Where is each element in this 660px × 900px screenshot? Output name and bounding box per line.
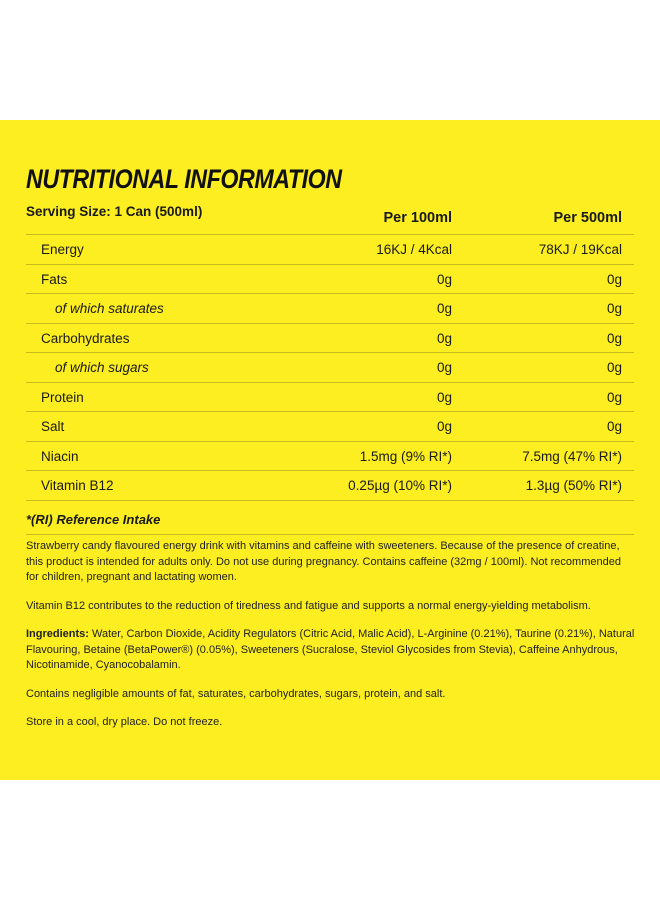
- table-row: [26, 442, 634, 472]
- value-per-500ml: 0g: [606, 360, 622, 375]
- value-per-100ml: 0g: [436, 419, 452, 434]
- divider: [26, 534, 634, 535]
- value-per-500ml: 0g: [606, 419, 622, 434]
- value-per-500ml: 0g: [606, 389, 622, 405]
- table-row: [26, 471, 634, 501]
- nutrient-label: Fats: [41, 271, 68, 287]
- nutrient-label: Niacin: [41, 448, 79, 464]
- table-row: [26, 235, 634, 265]
- storage-note: Store in a cool, dry place. Do not freeze.: [26, 716, 223, 728]
- nutrient-label: Vitamin B12: [41, 478, 114, 493]
- nutrient-label: Carbohydrates: [41, 330, 130, 346]
- table-row: [26, 383, 634, 413]
- vitamin-claim: Vitamin B12 contributes to the reduction of tiredness and fatigue and supports a normal energy-yielding metabolism.: [26, 599, 591, 612]
- ingredients-label: Ingredients:: [26, 628, 89, 640]
- value-per-500ml: 7.5mg (47% RI*): [522, 448, 622, 464]
- nutrient-label: Protein: [41, 389, 84, 405]
- value-per-100ml: 0g: [436, 389, 452, 405]
- table-row: [26, 324, 634, 354]
- product-info: [26, 539, 636, 744]
- value-per-500ml: 0g: [606, 301, 622, 316]
- serving-size: Serving Size: 1 Can (500ml): [26, 204, 203, 219]
- value-per-100ml: 0g: [436, 301, 452, 316]
- value-per-100ml: 16KJ / 4Kcal: [376, 242, 452, 257]
- negligible-note: Contains negligible amounts of fat, saturates, carbohydrates, sugars, protein, and salt.: [26, 687, 446, 700]
- nutrient-label: Salt: [41, 419, 65, 434]
- value-per-100ml: 0g: [436, 330, 452, 346]
- column-header-per-500ml: Per 500ml: [553, 210, 622, 226]
- table-row: [26, 412, 634, 442]
- value-per-100ml: 0g: [436, 271, 452, 287]
- table-row: [26, 353, 634, 383]
- nutrient-label: Energy: [41, 242, 84, 257]
- ingredients-list: Water, Carbon Dioxide, Acidity Regulators (Citric Acid, Malic Acid), L-Arginine (0.21%), Taurine (0.21%), Natural Flavouring, Betaine (BetaPower®) (0.05%), Sweeteners (Sucralose, Steviol Glycosides from Stevia), Caffeine Anhydrous, Nicotinamide, Cyanocobalamin.: [26, 628, 635, 671]
- column-header-per-100ml: Per 100ml: [383, 210, 452, 226]
- table-body: [26, 235, 634, 501]
- value-per-100ml: 1.5mg (9% RI*): [359, 448, 452, 464]
- reference-intake-note: *(RI) Reference Intake: [26, 512, 161, 527]
- nutrition-table: [26, 204, 634, 501]
- value-per-100ml: 0.25µg (10% RI*): [348, 478, 452, 493]
- table-row: [26, 265, 634, 295]
- value-per-500ml: 78KJ / 19Kcal: [538, 242, 622, 257]
- table-header: [26, 204, 634, 235]
- page-title: NUTRITIONAL INFORMATION: [26, 164, 342, 194]
- value-per-100ml: 0g: [436, 360, 452, 375]
- value-per-500ml: 0g: [606, 271, 622, 287]
- product-description: Strawberry candy flavoured energy drink with vitamins and caffeine with sweeteners. Because of the presence of creatine, this product is intended for adults only. Do not use during pregnancy. Contains caffeine (32mg / 100ml). Not recommended for children, pregnant and lactating women.: [26, 540, 621, 583]
- table-row: [26, 294, 634, 324]
- ingredients: [26, 627, 636, 674]
- value-per-500ml: 1.3µg (50% RI*): [525, 478, 622, 493]
- nutrition-panel: [0, 120, 660, 780]
- nutrient-label: of which saturates: [55, 301, 164, 316]
- nutrient-label: of which sugars: [55, 360, 149, 375]
- value-per-500ml: 0g: [606, 330, 622, 346]
